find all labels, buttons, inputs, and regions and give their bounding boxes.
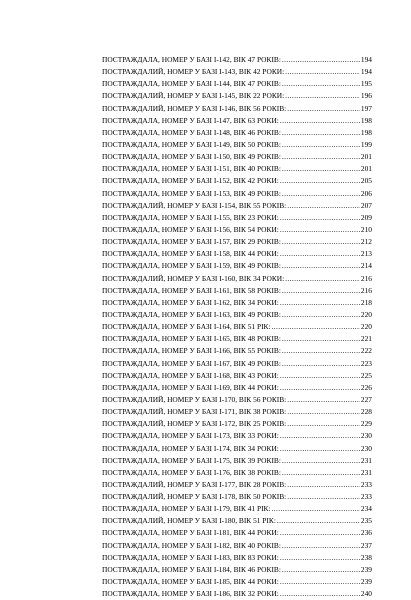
toc-leader-dots	[282, 455, 360, 467]
toc-entry-label: ПОСТРАЖДАЛА, НОМЕР У БАЗІ І-144, ВІК 47 РОКІВ:	[102, 79, 281, 89]
toc-page-number: 199	[360, 139, 372, 149]
toc-entry	[102, 54, 372, 66]
toc-entry-label: ПОСТРАЖДАЛА, НОМЕР У БАЗІ І-184, ВІК 46 РОКІВ:	[102, 564, 281, 574]
toc-page-number: 225	[360, 370, 372, 380]
toc-entry-label: ПОСТРАЖДАЛА, НОМЕР У БАЗІ І-151, ВІК 40 РОКІВ:	[102, 164, 281, 174]
toc-entry	[102, 66, 372, 78]
toc-page-number: 195	[360, 79, 372, 89]
toc-entry	[102, 321, 372, 333]
toc-entry-label: ПОСТРАЖДАЛИЙ, НОМЕР У БАЗІ І-146, ВІК 56 РОКІВ:	[102, 103, 287, 113]
toc-page-number: 201	[360, 164, 372, 174]
toc-leader-dots	[282, 78, 360, 90]
toc-leader-dots	[287, 394, 360, 406]
toc-entry	[102, 515, 372, 527]
toc-page-number: 221	[360, 334, 372, 344]
toc-entry-label: ПОСТРАЖДАЛА, НОМЕР У БАЗІ І-182, ВІК 40 РОКІВ:	[102, 540, 281, 550]
toc-page-number: 233	[360, 492, 372, 502]
toc-entry-label: ПОСТРАЖДАЛИЙ, НОМЕР У БАЗІ І-178, ВІК 50 РОКІВ:	[102, 492, 287, 502]
toc-leader-dots	[287, 406, 360, 418]
toc-entry-label: ПОСТРАЖДАЛА, НОМЕР У БАЗІ І-183, ВІК 83 РОКИ:	[102, 552, 279, 562]
toc-leader-dots	[282, 358, 360, 370]
toc-entry-label: ПОСТРАЖДАЛА, НОМЕР У БАЗІ І-185, ВІК 44 РОКИ:	[102, 577, 279, 587]
toc-entry-label: ПОСТРАЖДАЛА, НОМЕР У БАЗІ І-142, ВІК 47 РОКІВ:	[102, 55, 281, 64]
toc-entry-label: ПОСТРАЖДАЛА, НОМЕР У БАЗІ І-175, ВІК 39 РОКІВ:	[102, 455, 281, 465]
toc-entry	[102, 139, 372, 151]
toc-entry	[102, 467, 372, 479]
toc-leader-dots	[285, 66, 360, 78]
toc-entry	[102, 345, 372, 357]
toc-page-number: 216	[360, 285, 372, 295]
toc-page-number: 216	[360, 273, 372, 283]
toc-entry	[102, 540, 372, 552]
toc-leader-dots	[285, 90, 360, 102]
toc-page-number: 218	[360, 297, 372, 307]
toc-leader-dots	[282, 540, 360, 552]
toc-page-number: 198	[360, 127, 372, 137]
toc-page-number: 231	[360, 467, 372, 477]
toc-page-number: 230	[360, 443, 372, 453]
toc-page-number: 226	[360, 382, 372, 392]
toc-page-number: 235	[360, 516, 372, 526]
toc-entry	[102, 212, 372, 224]
toc-entry	[102, 90, 372, 102]
toc-page-number: 207	[360, 200, 372, 210]
toc-entry	[102, 479, 372, 491]
toc-leader-dots	[280, 115, 360, 127]
toc-entry	[102, 455, 372, 467]
toc-entry-label: ПОСТРАЖДАЛА, НОМЕР У БАЗІ І-165, ВІК 48 РОКІВ:	[102, 334, 281, 344]
toc-leader-dots	[282, 127, 360, 139]
toc-page-number: 201	[360, 152, 372, 162]
toc-page-number: 214	[360, 261, 372, 271]
toc-leader-dots	[282, 333, 360, 345]
toc-leader-dots	[280, 443, 360, 455]
toc-entry	[102, 175, 372, 187]
toc-page-number: 220	[360, 309, 372, 319]
toc-leader-dots	[282, 188, 360, 200]
toc-page-number: 227	[360, 394, 372, 404]
toc-page-number: 240	[360, 589, 372, 599]
toc-entry	[102, 188, 372, 200]
toc-entry	[102, 491, 372, 503]
toc-leader-dots	[280, 212, 360, 224]
toc-entry-label: ПОСТРАЖДАЛА, НОМЕР У БАЗІ І-159, ВІК 49 РОКІВ:	[102, 261, 281, 271]
toc-entry	[102, 576, 372, 588]
toc-page-number: 236	[360, 528, 372, 538]
toc-entry	[102, 151, 372, 163]
toc-entry	[102, 163, 372, 175]
toc-leader-dots	[282, 285, 360, 297]
toc-leader-dots	[280, 576, 360, 588]
toc-entry-label: ПОСТРАЖДАЛИЙ, НОМЕР У БАЗІ І-180, ВІК 51 РІК:	[102, 516, 276, 526]
toc-leader-dots	[280, 297, 360, 309]
toc-entry-label: ПОСТРАЖДАЛА, НОМЕР У БАЗІ І-166, ВІК 55 РОКІВ:	[102, 346, 281, 356]
toc-entry-label: ПОСТРАЖДАЛА, НОМЕР У БАЗІ І-186, ВІК 32 РОКИ:	[102, 589, 279, 599]
toc-leader-dots	[282, 260, 360, 272]
toc-entry	[102, 224, 372, 236]
toc-entry	[102, 248, 372, 260]
toc-page-number: 233	[360, 479, 372, 489]
toc-page-number: 196	[360, 91, 372, 101]
toc-page-number: 197	[360, 103, 372, 113]
toc-entry-label: ПОСТРАЖДАЛА, НОМЕР У БАЗІ І-158, ВІК 44 РОКИ:	[102, 249, 279, 259]
toc-leader-dots	[280, 224, 360, 236]
toc-entry-label: ПОСТРАЖДАЛА, НОМЕР У БАЗІ І-148, ВІК 46 РОКІВ:	[102, 127, 281, 137]
toc-leader-dots	[282, 236, 360, 248]
toc-entry	[102, 273, 372, 285]
toc-entry-label: ПОСТРАЖДАЛА, НОМЕР У БАЗІ І-179, ВІК 41 РІК:	[102, 504, 271, 514]
toc-entry	[102, 552, 372, 564]
toc-page-number: 205	[360, 176, 372, 186]
toc-leader-dots	[282, 151, 360, 163]
toc-page-number: 209	[360, 212, 372, 222]
toc-entry-label: ПОСТРАЖДАЛИЙ, НОМЕР У БАЗІ І-177, ВІК 28 РОКІВ:	[102, 479, 287, 489]
toc-entry-label: ПОСТРАЖДАЛИЙ, НОМЕР У БАЗІ І-172, ВІК 25 РОКІВ:	[102, 419, 287, 429]
toc-page-number: 213	[360, 249, 372, 259]
toc-leader-dots	[282, 54, 360, 66]
toc-entry-label: ПОСТРАЖДАЛИЙ, НОМЕР У БАЗІ І-145, ВІК 22 РОКИ:	[102, 91, 285, 101]
toc-leader-dots	[280, 370, 360, 382]
toc-entry-label: ПОСТРАЖДАЛИЙ, НОМЕР У БАЗІ І-170, ВІК 56 РОКІВ:	[102, 394, 287, 404]
toc-page-number: 212	[360, 237, 372, 247]
toc-leader-dots	[280, 588, 360, 600]
table-of-contents	[102, 54, 372, 600]
toc-entry	[102, 297, 372, 309]
toc-entry-label: ПОСТРАЖДАЛА, НОМЕР У БАЗІ І-152, ВІК 42 РОКИ:	[102, 176, 279, 186]
toc-leader-dots	[277, 515, 360, 527]
toc-leader-dots	[280, 175, 360, 187]
toc-entry-label: ПОСТРАЖДАЛА, НОМЕР У БАЗІ І-168, ВІК 43 РОКИ:	[102, 370, 279, 380]
toc-entry	[102, 200, 372, 212]
toc-leader-dots	[282, 309, 360, 321]
toc-page-number: 198	[360, 115, 372, 125]
toc-entry	[102, 78, 372, 90]
toc-page-number: 237	[360, 540, 372, 550]
toc-entry	[102, 236, 372, 248]
toc-page-number: 222	[360, 346, 372, 356]
toc-entry	[102, 309, 372, 321]
toc-page-number: 229	[360, 419, 372, 429]
toc-entry-label: ПОСТРАЖДАЛА, НОМЕР У БАЗІ І-157, ВІК 29 РОКІВ:	[102, 237, 281, 247]
toc-entry-label: ПОСТРАЖДАЛИЙ, НОМЕР У БАЗІ І-171, ВІК 38 РОКІВ:	[102, 407, 287, 417]
toc-entry	[102, 115, 372, 127]
toc-leader-dots	[282, 564, 360, 576]
toc-entry-label: ПОСТРАЖДАЛА, НОМЕР У БАЗІ І-181, ВІК 44 РОКИ:	[102, 528, 279, 538]
toc-page-number: 231	[360, 455, 372, 465]
toc-leader-dots	[280, 248, 360, 260]
toc-leader-dots	[287, 479, 360, 491]
toc-entry	[102, 285, 372, 297]
toc-leader-dots	[280, 527, 360, 539]
toc-entry-label: ПОСТРАЖДАЛА, НОМЕР У БАЗІ І-156, ВІК 54 РОКИ:	[102, 224, 279, 234]
toc-page-number: 194	[360, 55, 372, 64]
toc-entry-label: ПОСТРАЖДАЛА, НОМЕР У БАЗІ І-155, ВІК 23 РОКИ:	[102, 212, 279, 222]
toc-entry-label: ПОСТРАЖДАЛИЙ, НОМЕР У БАЗІ І-154, ВІК 55 РОКІВ:	[102, 200, 287, 210]
toc-leader-dots	[287, 491, 360, 503]
toc-entry	[102, 418, 372, 430]
toc-entry-label: ПОСТРАЖДАЛА, НОМЕР У БАЗІ І-149, ВІК 50 РОКІВ:	[102, 139, 281, 149]
toc-entry-label: ПОСТРАЖДАЛИЙ, НОМЕР У БАЗІ І-160, ВІК 34 РОКИ:	[102, 273, 285, 283]
toc-entry-label: ПОСТРАЖДАЛА, НОМЕР У БАЗІ І-164, ВІК 51 РІК:	[102, 322, 271, 332]
toc-entry	[102, 370, 372, 382]
toc-entry	[102, 382, 372, 394]
toc-entry-label: ПОСТРАЖДАЛА, НОМЕР У БАЗІ І-162, ВІК 34 РОКИ:	[102, 297, 279, 307]
toc-page-number: 234	[360, 504, 372, 514]
toc-entry-label: ПОСТРАЖДАЛА, НОМЕР У БАЗІ І-167, ВІК 49 РОКІВ:	[102, 358, 281, 368]
toc-leader-dots	[280, 430, 360, 442]
toc-entry	[102, 564, 372, 576]
toc-entry	[102, 406, 372, 418]
toc-entry-label: ПОСТРАЖДАЛА, НОМЕР У БАЗІ І-161, ВІК 58 РОКІВ:	[102, 285, 281, 295]
toc-entry-label: ПОСТРАЖДАЛА, НОМЕР У БАЗІ І-163, ВІК 49 РОКІВ:	[102, 309, 281, 319]
toc-entry	[102, 333, 372, 345]
toc-entry	[102, 358, 372, 370]
toc-entry-label: ПОСТРАЖДАЛИЙ, НОМЕР У БАЗІ І-143, ВІК 42 РОКИ:	[102, 67, 285, 77]
toc-entry	[102, 260, 372, 272]
toc-entry-label: ПОСТРАЖДАЛА, НОМЕР У БАЗІ І-169, ВІК 44 РОКИ:	[102, 382, 279, 392]
toc-entry-label: ПОСТРАЖДАЛА, НОМЕР У БАЗІ І-150, ВІК 49 РОКІВ:	[102, 152, 281, 162]
toc-leader-dots	[272, 503, 360, 515]
toc-entry-label: ПОСТРАЖДАЛА, НОМЕР У БАЗІ І-147, ВІК 63 РОКИ:	[102, 115, 279, 125]
toc-page-number: 238	[360, 552, 372, 562]
toc-leader-dots	[285, 273, 360, 285]
toc-entry	[102, 103, 372, 115]
toc-page-number: 206	[360, 188, 372, 198]
toc-leader-dots	[280, 552, 360, 564]
toc-leader-dots	[287, 103, 360, 115]
toc-leader-dots	[287, 418, 360, 430]
toc-entry-label: ПОСТРАЖДАЛА, НОМЕР У БАЗІ І-153, ВІК 49 РОКІВ:	[102, 188, 281, 198]
toc-entry	[102, 127, 372, 139]
toc-page-number: 230	[360, 431, 372, 441]
toc-leader-dots	[282, 467, 360, 479]
toc-leader-dots	[280, 382, 360, 394]
toc-entry-label: ПОСТРАЖДАЛА, НОМЕР У БАЗІ І-173, ВІК 33 РОКИ:	[102, 431, 279, 441]
toc-page-number: 210	[360, 224, 372, 234]
toc-page-number: 228	[360, 407, 372, 417]
toc-entry	[102, 430, 372, 442]
toc-page-number: 220	[360, 322, 372, 332]
toc-entry	[102, 527, 372, 539]
toc-page-number: 194	[360, 67, 372, 77]
toc-entry-label: ПОСТРАЖДАЛА, НОМЕР У БАЗІ І-174, ВІК 34 РОКИ:	[102, 443, 279, 453]
toc-leader-dots	[282, 345, 360, 357]
toc-entry	[102, 588, 372, 600]
toc-page-number: 239	[360, 564, 372, 574]
toc-entry	[102, 503, 372, 515]
toc-entry	[102, 443, 372, 455]
toc-page-number: 223	[360, 358, 372, 368]
toc-leader-dots	[282, 163, 360, 175]
toc-entry-label: ПОСТРАЖДАЛА, НОМЕР У БАЗІ І-176, ВІК 38 РОКІВ:	[102, 467, 281, 477]
toc-leader-dots	[272, 321, 360, 333]
toc-page-number: 239	[360, 577, 372, 587]
toc-leader-dots	[282, 139, 360, 151]
toc-leader-dots	[287, 200, 360, 212]
toc-entry	[102, 394, 372, 406]
